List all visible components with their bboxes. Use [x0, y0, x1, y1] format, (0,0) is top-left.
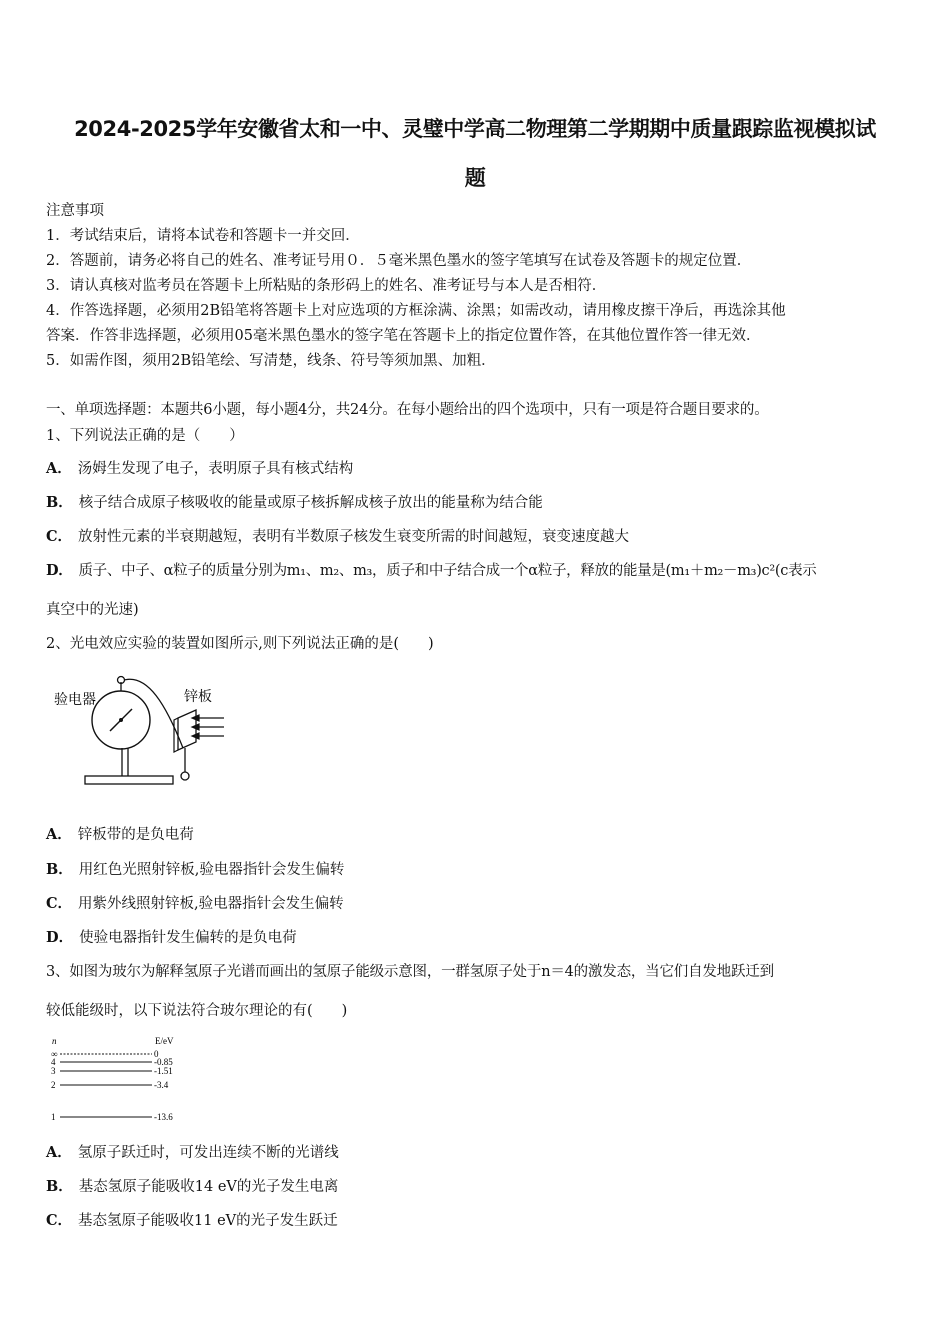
question-2-option-a	[46, 825, 194, 845]
light-arrows	[192, 715, 224, 739]
notice-item: 2．答题前，请务必将自己的姓名、准考证号用０．５毫米黑色墨水的签字笔填写在试卷及答题卡的规定位置．	[46, 253, 752, 269]
question-3-stem: 3、如图为玻尔为解释氢原子光谱而画出的氢原子能级示意图，一群氢原子处于n＝4的激发态，当它们自发地跃迁到	[46, 964, 774, 980]
zinc-plate-label: 锌板	[184, 689, 212, 705]
option-label: B．	[46, 494, 73, 511]
option-text: 核子结合成原子核吸收的能量或原子核拆解成核子放出的能量称为结合能	[78, 495, 543, 511]
level-energy-label: -1.51	[154, 1066, 173, 1076]
level-n-label: ∞	[51, 1049, 58, 1059]
page-title: 2024-2025学年安徽省太和一中、灵璧中学高二物理第二学期期中质量跟踪监视模拟试	[74, 117, 876, 141]
option-text: 基态氢原子能吸收14 eV的光子发生电离	[78, 1179, 339, 1195]
option-label: B．	[46, 1178, 73, 1195]
question-3-stem-continued: 较低能级时，以下说法符合玻尔理论的有( )	[46, 1003, 348, 1019]
section-heading: 一、单项选择题：本题共6小题，每小题4分，共24分。在每小题给出的四个选项中，只有一项是符合题目要求的。	[46, 402, 769, 418]
level-n-label: 4	[51, 1057, 56, 1067]
option-text: 汤姆生发现了电子，表明原子具有核式结构	[77, 461, 354, 477]
energy-level-diagram	[48, 1035, 198, 1127]
option-text: 使验电器指针发生偏转的是负电荷	[79, 930, 297, 946]
option-label: C．	[46, 895, 73, 912]
level-energy-label: -3.4	[154, 1080, 169, 1090]
option-label: D．	[46, 562, 73, 579]
option-text: 质子、中子、α粒子的质量分别为m₁、m₂、m₃，质子和中子结合成一个α粒子，释放的能量是(m₁＋m₂－m₃)c²(c表示	[78, 563, 817, 579]
option-text: 放射性元素的半衰期越短，表明有半数原子核发生衰变所需的时间越短，衰变速度越大	[78, 529, 630, 545]
question-2-option-b	[46, 860, 344, 880]
level-energy-label: 0	[154, 1049, 159, 1059]
stand-base	[85, 776, 173, 784]
option-label: A．	[46, 460, 72, 477]
option-label: A．	[46, 1144, 72, 1161]
option-text: 用红色光照射锌板,验电器指针会发生偏转	[78, 862, 345, 878]
level-n-label: 2	[51, 1080, 56, 1090]
option-label: D．	[46, 929, 74, 946]
page-title-continued: 题	[464, 166, 486, 190]
option-label: B．	[46, 861, 73, 878]
option-text: 基态氢原子能吸收11 eV的光子发生跃迁	[78, 1213, 338, 1229]
question-3-option-a	[46, 1143, 339, 1163]
notice-heading: 注意事项	[46, 203, 104, 219]
option-label: C．	[46, 1212, 73, 1229]
question-1-option-d-continued: 真空中的光速)	[46, 602, 139, 618]
question-1-option-b	[46, 493, 543, 513]
electroscope-label: 验电器	[54, 692, 96, 708]
option-label: A．	[46, 826, 72, 843]
question-1-option-a	[46, 459, 353, 479]
question-3-option-b	[46, 1177, 338, 1197]
notice-item: 1．考试结束后，请将本试卷和答题卡一并交回．	[46, 228, 360, 244]
level-n-label: 1	[51, 1112, 56, 1122]
question-2-option-c	[46, 894, 344, 914]
question-3-option-c	[46, 1211, 338, 1231]
n-axis-label: n	[52, 1036, 57, 1046]
notice-item: 4．作答选择题，必须用2B铅笔将答题卡上对应选项的方框涂满、涂黑；如需改动，请用橡皮擦干净后，再选涂其他	[46, 303, 786, 319]
level-n-label: 3	[51, 1066, 56, 1076]
question-2-option-d	[46, 928, 297, 948]
notice-item: 5．如需作图，须用2B铅笔绘、写清楚，线条、符号等须加黑、加粗．	[46, 353, 496, 369]
question-1-option-c	[46, 527, 629, 547]
option-label: C．	[46, 528, 73, 545]
option-text: 用紫外线照射锌板,验电器指针会发生偏转	[78, 896, 344, 912]
level-energy-label: -13.6	[154, 1112, 173, 1122]
notice-item: 答案．作答非选择题，必须用05毫米黑色墨水的签字笔在答题卡上的指定位置作答，在其他位置作答一律无效．	[46, 328, 761, 344]
question-1-stem: 1、下列说法正确的是（ ）	[46, 428, 244, 444]
option-text: 锌板带的是负电荷	[77, 827, 194, 843]
energy-axis-label: E/eV	[155, 1036, 174, 1046]
electroscope-figure	[48, 670, 248, 795]
option-text: 氢原子跃迁时，可发出连续不断的光谱线	[77, 1145, 339, 1161]
level-energy-label: -0.85	[154, 1057, 173, 1067]
question-2-stem: 2、光电效应实验的装置如图所示,则下列说法正确的是( )	[46, 636, 434, 652]
question-1-option-d	[46, 561, 816, 581]
notice-item: 3．请认真核对监考员在答题卡上所粘贴的条形码上的姓名、准考证号与本人是否相符．	[46, 278, 607, 294]
